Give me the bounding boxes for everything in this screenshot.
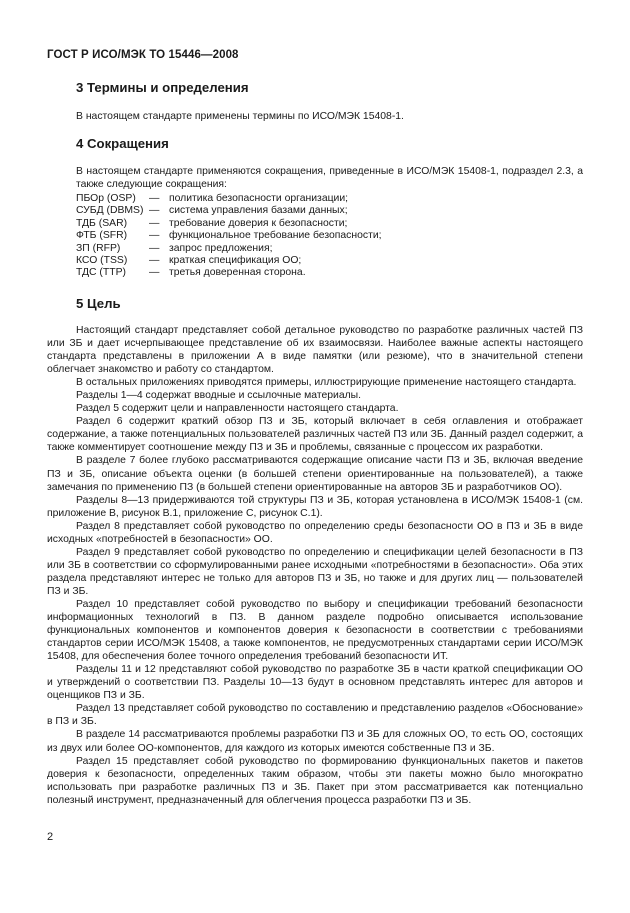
section-5-body xyxy=(47,324,583,807)
paragraph-text: Раздел 9 представляет собой руководство по определению и спецификации целей безопасности в ПЗ или ЗБ в соответствии со сформулированными ранее исходными «потребностями в безопасности». Оба этих раздела представляют интерес не только для авторов ПЗ и ЗБ, но также и для других лиц — пользователей ПЗ и ЗБ. xyxy=(47,546,583,597)
paragraph-text: В разделе 7 более глубоко рассматриваются содержащие описание части ПЗ и ЗБ, включая введение ПЗ и ЗБ, описание объекта оценки (в большей степени ориентированные на пользователей), а также замечания по применению ПЗ (в большей степени ориентированные на авторов ЗБ и разработчиков ОО). xyxy=(47,455,583,493)
paragraph-text: Настоящий стандарт представляет собой детальное руководство по разработке различных частей ПЗ или ЗБ и дает исчерпывающее представление об их взаимосвязи. Наиболее важные аспекты настоящего стандарта представлены в приложении А в виде памятки (или резюме), что в значительной степени облегчает знакомство и работу со стандартом. xyxy=(47,325,583,376)
paragraph xyxy=(47,324,583,376)
paragraph xyxy=(47,389,583,402)
abbreviation-dash: — xyxy=(149,267,160,279)
paragraph-text: Раздел 5 содержит цели и направленности настоящего стандарта. xyxy=(76,403,399,415)
paragraph-text: Раздел 6 содержит краткий обзор ПЗ и ЗБ, который включает в себя оглавления и отображает содержание, а также потенциальных пользователей различных частей ПЗ или ЗБ. Данный раздел содержит, а также комментирует соотношение между ПЗ и ЗБ и проблемы, связанные с процессом их разработки. xyxy=(47,416,583,454)
abbreviation-code: ПБОр (OSP) xyxy=(76,193,136,204)
abbreviation-dash: — xyxy=(149,205,160,217)
paragraph-text: В разделе 14 рассматриваются проблемы разработки ПЗ и ЗБ для сложных ОО, то есть ОО, состоящих из двух или более ОО-компонентов, для каждого из которых имеются собственные ПЗ и ЗБ. xyxy=(47,729,583,754)
abbreviation-code: ТДБ (SAR) xyxy=(76,217,128,229)
paragraph xyxy=(47,702,583,728)
page-number: 2 xyxy=(47,831,54,843)
section-4-intro-text: В настоящем стандарте применяются сокращения, приведенные в ИСО/МЭК 15408-1, подраздел 2.3, а также следующие сокращения: xyxy=(76,166,583,191)
abbreviation-definition: функциональное требование безопасности; xyxy=(169,230,382,242)
abbreviation-dash: — xyxy=(149,254,160,266)
paragraph-text: Раздел 13 представляет собой руководство по составлению и представлению разделов «Обоснование» в ПЗ и ЗБ. xyxy=(47,703,583,728)
abbreviation-definition: третья доверенная сторона. xyxy=(169,267,306,279)
paragraph xyxy=(47,520,583,546)
section-5-heading: 5 Цель xyxy=(76,296,121,311)
paragraph xyxy=(47,598,583,663)
paragraph-text: Разделы 1—4 содержат вводные и ссылочные материалы. xyxy=(76,390,362,402)
abbreviation-definition: краткая спецификация ОО; xyxy=(169,254,302,266)
paragraph-text: Раздел 10 представляет собой руководство по выбору и спецификации требований безопасности информационных технологий в ПЗ. В данном разделе подробно описывается использование функциональных компонентов и компонентов доверия к безопасности в соответствии с требованиями стандартов серии ИСО/МЭК 15408, а также компонентов, не предусмотренных стандартами серии ИСО/МЭК 15408, для обеспечения более точного определения требований безопасности ИТ. xyxy=(47,598,583,663)
abbreviation-code: ФТБ (SFR) xyxy=(76,230,128,242)
paragraph xyxy=(47,755,583,807)
paragraph xyxy=(47,376,583,389)
section-3-heading: 3 Термины и определения xyxy=(76,80,249,95)
paragraph-text: Разделы 11 и 12 представляют собой руководство по разработке ЗБ в части краткой спецификации ОО и утверждений о соответствии ПЗ. Разделы 10—13 будут в основном представлять интерес для авторов и оценщиков ПЗ и ЗБ. xyxy=(47,664,583,702)
paragraph xyxy=(47,494,583,520)
paragraph xyxy=(47,415,583,454)
paragraph-text: В остальных приложениях приводятся примеры, иллюстрирующие применение настоящего стандарта. xyxy=(76,377,577,389)
paragraph xyxy=(47,728,583,754)
abbreviation-code: КСО (TSS) xyxy=(76,254,128,266)
abbreviation-code: СУБД (DBMS) xyxy=(76,205,144,217)
abbreviation-dash: — xyxy=(149,193,160,204)
paragraph xyxy=(47,402,583,415)
abbreviation-definition: запрос предложения; xyxy=(169,242,273,254)
abbreviation-definition: политика безопасности организации; xyxy=(169,193,349,204)
abbreviation-dash: — xyxy=(149,242,160,254)
abbreviation-dash: — xyxy=(149,217,160,229)
abbreviation-dash: — xyxy=(149,230,160,242)
paragraph-text: Раздел 8 представляет собой руководство по определению среды безопасности ОО в ПЗ и ЗБ в виде исходных «потребностей в безопасности» ОО. xyxy=(47,520,583,545)
paragraph xyxy=(47,546,583,598)
section-4-intro xyxy=(47,165,583,191)
paragraph-text: Раздел 15 представляет собой руководство по формированию функциональных пакетов и пакетов доверия к безопасности, определенных таким образом, чтобы эти пакеты можно было многократно использовать при разработке различных ПЗ и ЗБ. Пакет при этом рассматривается как потенциально полезный инструмент, предназначенный для облегчения процесса разработки ПЗ и ЗБ. xyxy=(47,755,583,806)
document-code-header: ГОСТ Р ИСО/МЭК ТО 15446—2008 xyxy=(47,49,239,61)
abbreviation-definition: система управления базами данных; xyxy=(169,205,348,217)
section-4-heading: 4 Сокращения xyxy=(76,136,169,151)
paragraph xyxy=(47,454,583,493)
section-3-text: В настоящем стандарте применены термины по ИСО/МЭК 15408-1. xyxy=(76,111,404,122)
abbreviation-code: ЗП (RFP) xyxy=(76,242,121,254)
abbreviation-definition: требование доверия к безопасности; xyxy=(169,217,348,229)
paragraph-text: Разделы 8—13 придерживаются той структуры ПЗ и ЗБ, которая установлена в ИСО/МЭК 15408-1 (см. приложение В, рисунок В.1, приложение С, рисунок С.1). xyxy=(47,494,583,519)
abbreviation-code: ТДС (TTP) xyxy=(76,267,126,279)
paragraph xyxy=(47,663,583,702)
